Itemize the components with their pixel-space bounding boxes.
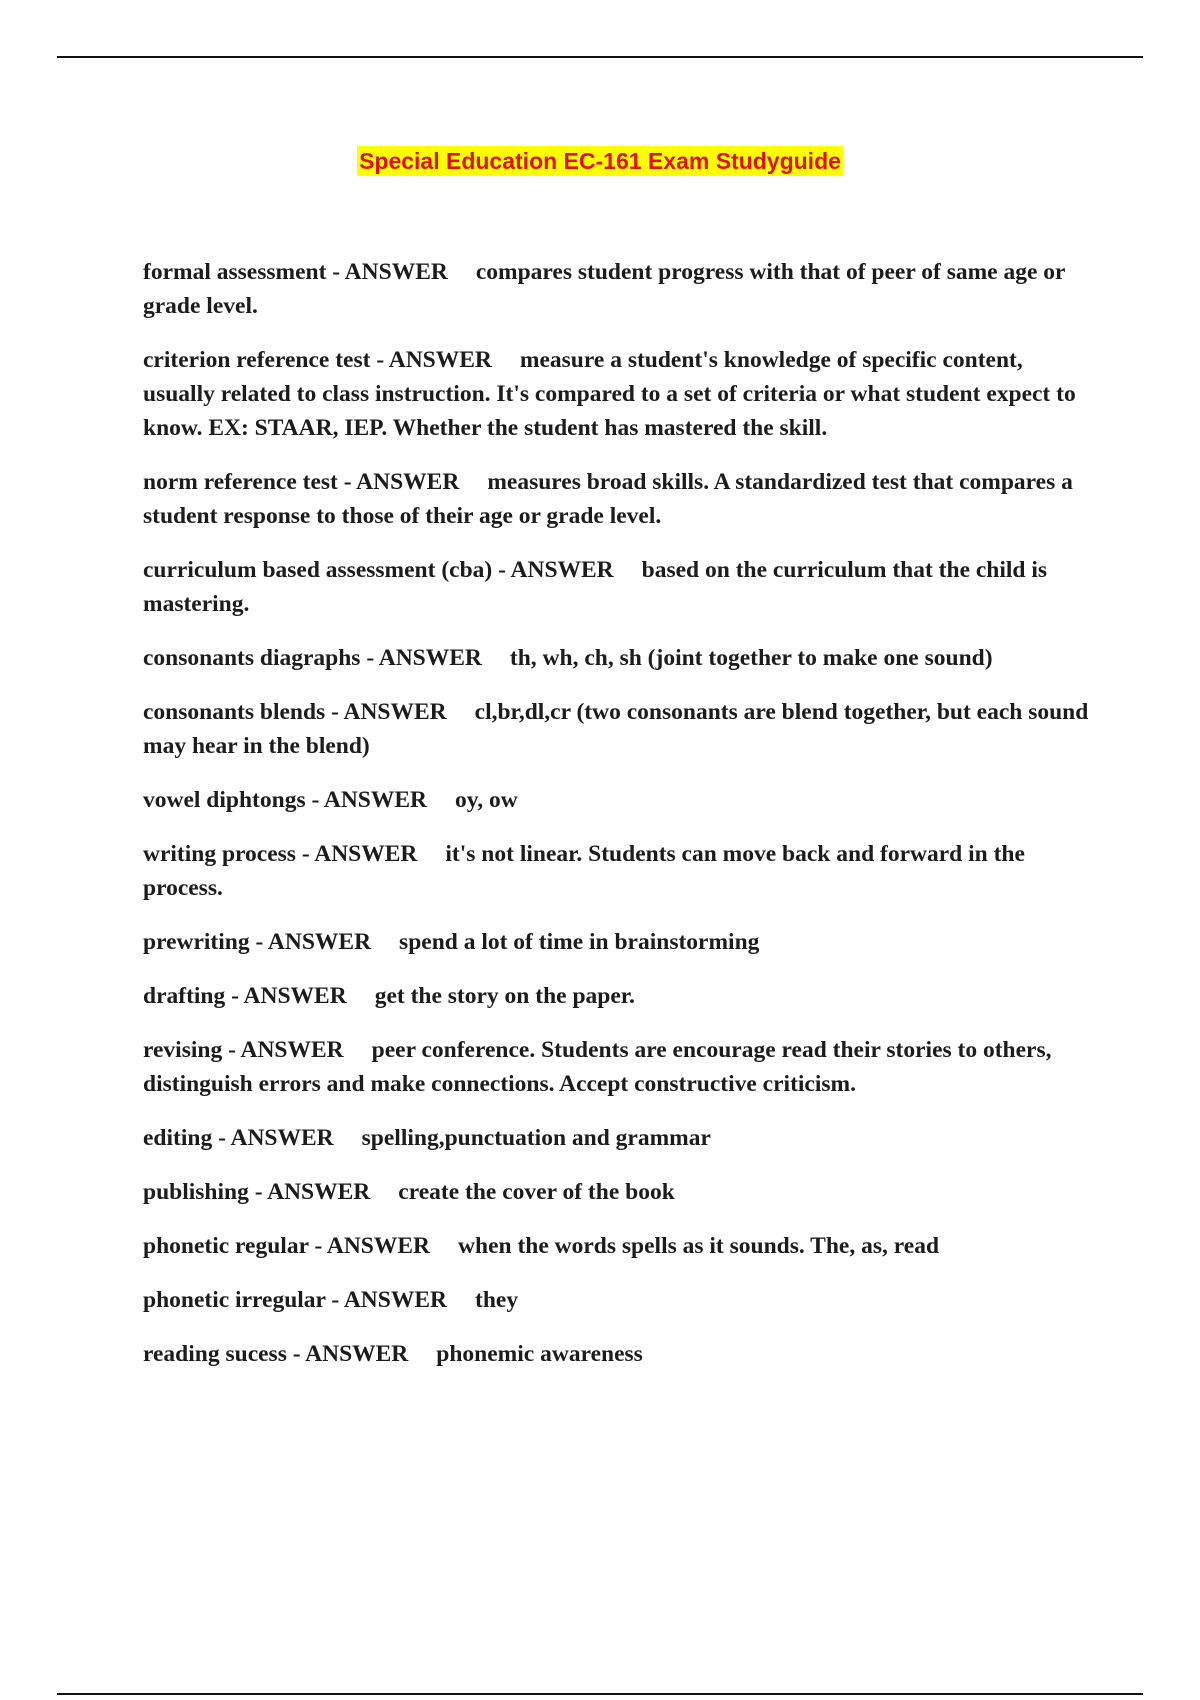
entry-term: curriculum based assessment (cba) - ANSWER [143,557,614,583]
flashcard-entry [143,695,1093,763]
entry-term: phonetic regular - ANSWER [143,1233,431,1259]
entry-answer: it's not linear. Students can move back and forward in the process. [143,841,1025,901]
title-container [0,146,1200,176]
flashcard-entry [143,343,1093,445]
flashcard-entry [143,1175,1093,1209]
entry-answer: oy, ow [455,787,518,813]
flashcard-entry [143,1229,1093,1263]
entry-term: publishing - ANSWER [143,1179,371,1205]
entry-term: writing process - ANSWER [143,841,418,867]
flashcard-entry [143,1283,1093,1317]
entry-term: phonetic irregular - ANSWER [143,1287,447,1313]
flashcard-list [143,255,1093,1391]
entry-answer: get the story on the paper. [374,983,635,1009]
entry-answer: when the words spells as it sounds. The, as, read [458,1233,940,1259]
flashcard-entry [143,1033,1093,1101]
flashcard-entry [143,925,1093,959]
entry-term: formal assessment - ANSWER [143,259,448,285]
flashcard-entry [143,783,1093,817]
top-rule [57,56,1143,58]
entry-term: revising - ANSWER [143,1037,344,1063]
entry-answer: compares student progress with that of peer of same age or grade level. [143,259,1066,319]
entry-term: reading sucess - ANSWER [143,1341,409,1367]
entry-term: consonants diagraphs - ANSWER [143,645,482,671]
flashcard-entry [143,465,1093,533]
entry-term: norm reference test - ANSWER [143,469,460,495]
flashcard-entry [143,255,1093,323]
entry-term: editing - ANSWER [143,1125,334,1151]
flashcard-entry [143,641,1093,675]
entry-term: prewriting - ANSWER [143,929,372,955]
flashcard-entry [143,837,1093,905]
entry-term: criterion reference test - ANSWER [143,347,492,373]
entry-answer: measure a student's knowledge of specific content, usually related to class instruction. It's compared to a set of criteria or what student expect to know. EX: STAAR, IEP. Whether the student has mastered the skill. [143,347,1076,441]
flashcard-entry [143,1337,1093,1371]
entry-answer: spelling,punctuation and grammar [361,1125,711,1151]
flashcard-entry [143,553,1093,621]
entry-answer: cl,br,dl,cr (two consonants are blend together, but each sound may hear in the blend) [143,699,1089,759]
entry-answer: phonemic awareness [436,1341,643,1367]
entry-answer: th, wh, ch, sh (joint together to make one sound) [509,645,993,671]
document-title: Special Education EC-161 Exam Studyguide [359,148,841,174]
entry-answer: measures broad skills. A standardized test that compares a student response to those of their age or grade level. [143,469,1073,529]
bottom-rule [57,1693,1143,1695]
entry-answer: peer conference. Students are encourage read their stories to others, distinguish errors and make connections. Accept constructive criticism. [143,1037,1052,1097]
entry-term: drafting - ANSWER [143,983,347,1009]
entry-term: vowel diphtongs - ANSWER [143,787,428,813]
entry-answer: they [475,1287,519,1313]
flashcard-entry [143,979,1093,1013]
entry-answer: based on the curriculum that the child is mastering. [143,557,1048,617]
entry-term: consonants blends - ANSWER [143,699,447,725]
entry-answer: create the cover of the book [398,1179,675,1205]
entry-answer: spend a lot of time in brainstorming [399,929,760,955]
flashcard-entry [143,1121,1093,1155]
